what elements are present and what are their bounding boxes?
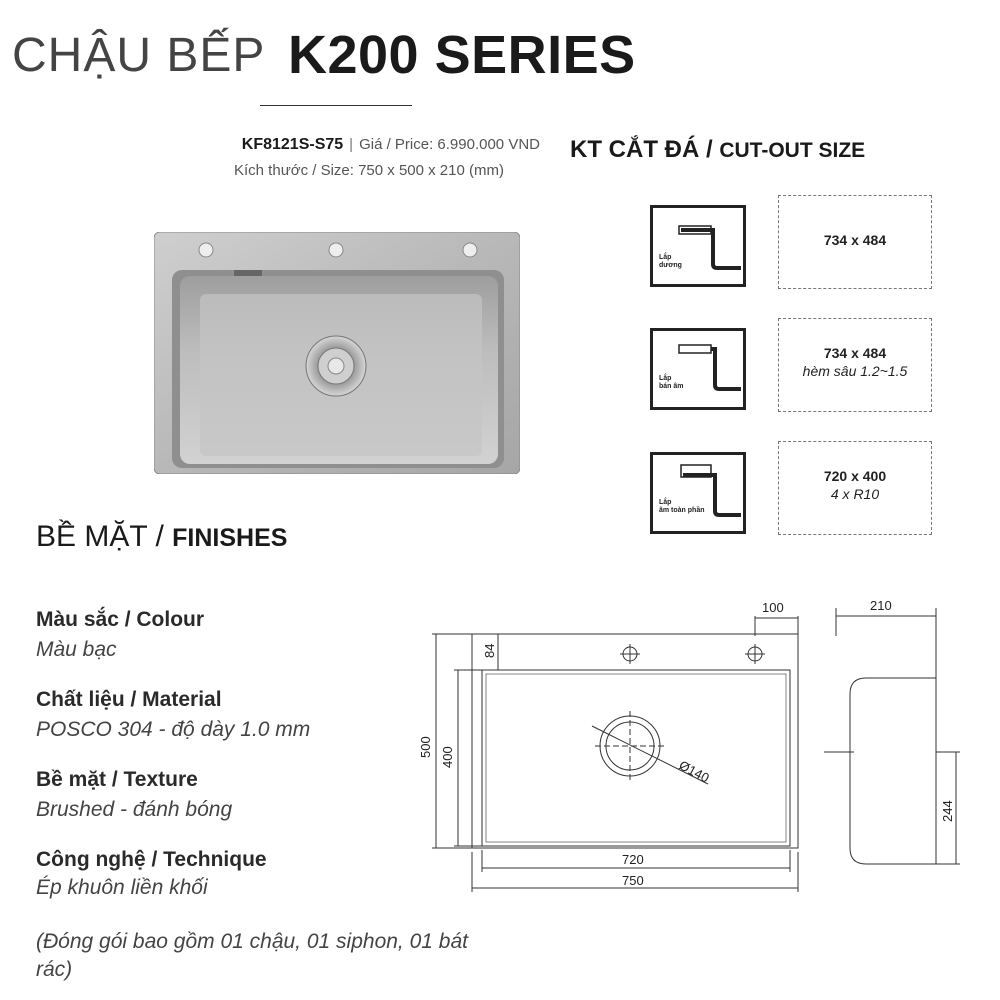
title-bold: K200 SERIES [288, 25, 636, 85]
product-info [120, 136, 540, 154]
texture-label: Bề mặt / Texture [36, 768, 198, 791]
icon-label: dương [659, 262, 682, 269]
icon-label: bán âm [659, 383, 684, 390]
cutout-note: 4 x R10 [830, 486, 880, 502]
product-code: KF8121S-S75 [241, 136, 344, 153]
colour-value: Màu bạc [36, 638, 117, 661]
dim-400: 400 [440, 746, 455, 768]
finishes-title-vn: BỀ MẶT / [36, 520, 164, 553]
cutout-dim: 734 x 484 [823, 345, 887, 361]
dim-drain: Ø140 [676, 757, 712, 786]
top-mount-icon [650, 205, 746, 287]
texture-value: Brushed - đánh bóng [36, 798, 233, 821]
semi-flush-mount-icon [650, 328, 746, 410]
cutout-box-2 [778, 318, 932, 412]
package-note: (Đóng gói bao gồm 01 chậu, 01 siphon, 01 bát rác) [36, 930, 468, 981]
icon-label: Lắp [659, 254, 672, 261]
colour-label: Màu sắc / Colour [36, 608, 205, 631]
side-view-drawing [820, 596, 970, 876]
title-divider [260, 105, 412, 106]
icon-label: Lắp [659, 499, 672, 506]
cutout-title [570, 136, 865, 164]
material-label: Chất liệu / Material [36, 688, 222, 711]
icon-label: âm toàn phần [659, 507, 705, 514]
cutout-box-1 [778, 195, 932, 289]
dim-210: 210 [870, 598, 892, 613]
dim-84: 84 [482, 643, 497, 658]
title-light: CHẬU BẾP [12, 29, 266, 82]
cutout-dim: 720 x 400 [823, 468, 887, 484]
material-value: POSCO 304 - độ dày 1.0 mm [36, 718, 311, 741]
dim-720: 720 [622, 852, 644, 867]
technique-label: Công nghệ / Technique [36, 848, 267, 871]
product-size: Kích thước / Size: 750 x 500 x 210 (mm) [234, 162, 504, 179]
sink-photo [154, 232, 520, 474]
cutout-title-en: CUT-OUT SIZE [719, 139, 866, 162]
cutout-note: hèm sâu 1.2~1.5 [802, 363, 908, 379]
separator: | [349, 136, 354, 153]
dim-500: 500 [418, 736, 433, 758]
top-view-drawing [410, 596, 810, 896]
undermount-icon [650, 452, 746, 534]
finishes-title [36, 520, 287, 554]
icon-label: Lắp [659, 375, 672, 382]
dim-244: 244 [940, 800, 955, 822]
finishes-title-en: FINISHES [172, 524, 288, 552]
dim-750: 750 [622, 873, 644, 888]
cutout-title-vn: KT CẮT ĐÁ / [570, 136, 713, 163]
dim-100: 100 [762, 600, 784, 615]
product-price: Giá / Price: 6.990.000 VND [359, 136, 540, 153]
cutout-box-3 [778, 441, 932, 535]
technique-value: Ép khuôn liền khối [36, 876, 208, 899]
cutout-dim: 734 x 484 [823, 232, 887, 248]
